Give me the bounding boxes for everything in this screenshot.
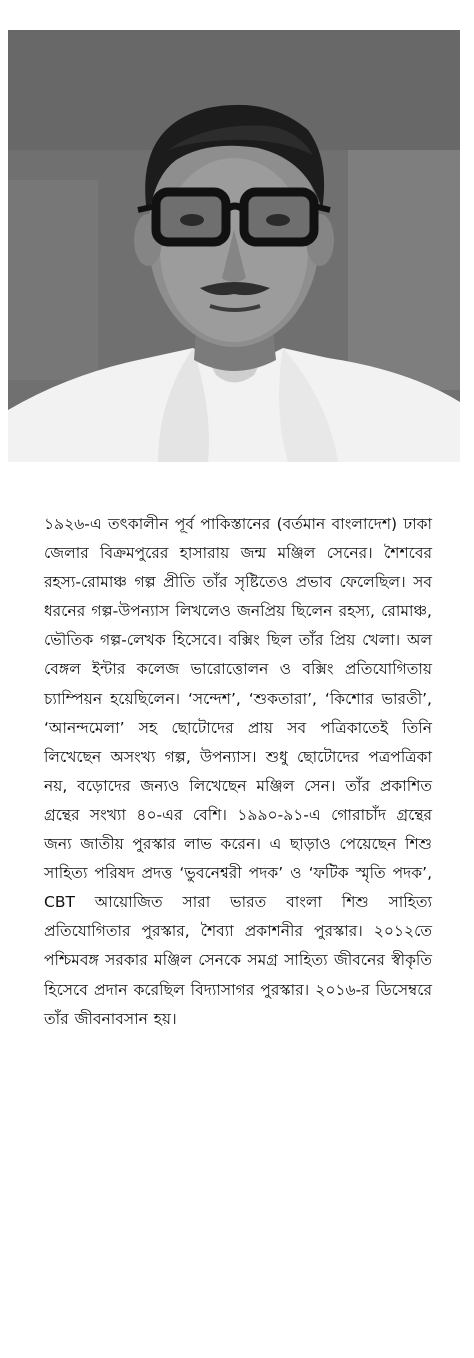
author-biography: ১৯২৬-এ তৎকালীন পূর্ব পাকিস্তানের (বর্তমান বাংলাদেশ) ঢাকা জেলার বিক্রমপুরের হাসারায় জন্ম মঞ্জিল সেনের। শৈশবের রহস্য-রোমাঞ্চ গল্প প্রীতি তাঁর সৃষ্টিতেও প্রভাব ফেলেছিল। সব ধরনের গল্প-উপন্যাস লিখলেও জনপ্রিয় ছিলেন রহস্য, রোমাঞ্চ, ভৌতিক গল্প-লেখক হিসেবে। বক্সিং ছিল তাঁর প্রিয় খেলা। অল বেঙ্গল ইন্টার কলেজ ভারোত্তোলন ও বক্সিং প্রতিযোগিতায় চ্যাম্পিয়ন হয়েছিলেন। ‘সন্দেশ’, ‘শুকতারা’, ‘কিশোর ভারতী’, ‘আনন্দমেলা’ সহ ছোটোদের প্রায় সব পত্রিকাতেই তিনি লিখেছেন অসংখ্য গল্প, উপন্যাস। শুধু ছোটোদের পত্রপত্রিকা নয়, বড়োদের জন্যও লিখেছেন মঞ্জিল সেন। তাঁর প্রকাশিত গ্রন্থের সংখ্যা ৪০-এর বেশি। ১৯৯০-৯১-এ গোরাচাঁদ গ্রন্থের জন্য জাতীয় পুরস্কার লাভ করেন। এ ছাড়াও পেয়েছেন শিশু সাহিত্য পরিষদ প্রদত্ত ‘ভুবনেশ্বরী পদক’ ও ‘ফটিক স্মৃতি পদক’, CBT আয়োজিত সারা ভারত বাংলা শিশু সাহিত্য প্রতিযোগিতার পুরস্কার, শৈব্যা প্রকাশনীর পুরস্কার। ২০১২তে পশ্চিমবঙ্গ সরকার মঞ্জিল সেনকে সমগ্র সাহিত্য জীবনের স্বীকৃতি হিসেবে প্রদান করেছিল বিদ্যাসাগর পুরস্কার। ২০১৬-র ডিসেম্বরে তাঁর জীবনাবসান হয়। — [44, 515, 432, 1028]
author-portrait — [8, 30, 460, 462]
portrait-illustration — [8, 30, 460, 462]
